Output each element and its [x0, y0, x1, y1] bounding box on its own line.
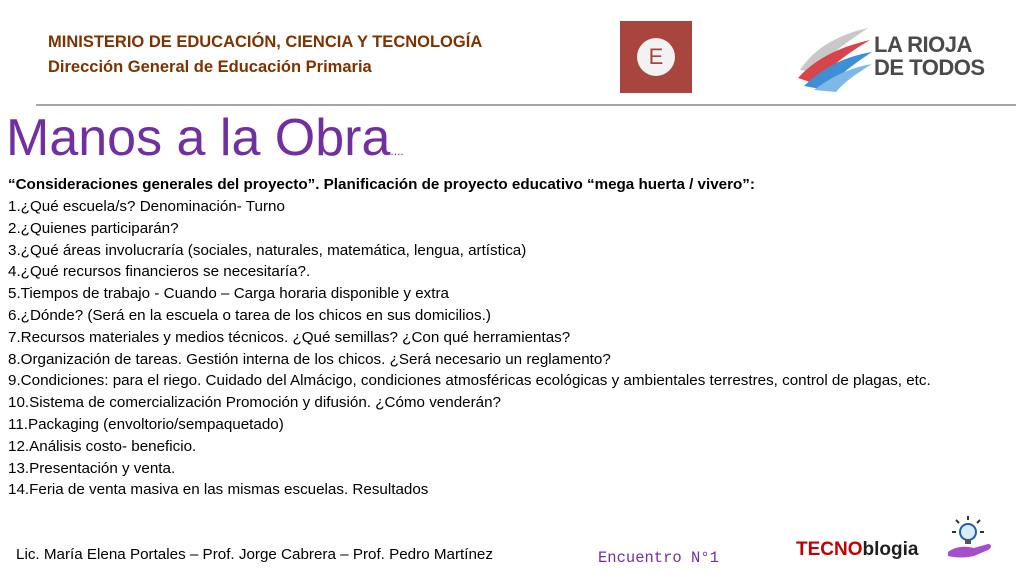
question-list: [8, 196, 998, 501]
list-item: 14.Feria de venta masiva en las mismas escuelas. Resultados: [8, 481, 429, 499]
title-text: Manos a la Obra: [6, 109, 391, 167]
lightbulb-hand-icon: [944, 510, 994, 560]
slide-intro: “Consideraciones generales del proyecto”. Planificación de proyecto educativo “mega huerta / vivero”:: [8, 176, 755, 193]
badge-letter: E: [637, 38, 675, 76]
title-suffix: ....: [390, 144, 404, 158]
meeting-label: Encuentro N°1: [598, 549, 719, 567]
level-badge: [620, 21, 692, 93]
logo-wordmark: [874, 33, 985, 79]
flag-swoosh-icon: [796, 26, 876, 92]
logo-line-2: DE TODOS: [874, 55, 985, 80]
slide-title: [6, 106, 404, 183]
logo-line-1: LA RIOJA: [874, 32, 972, 57]
list-item: 3.¿Qué áreas involucraría (sociales, naturales, matemática, lengua, artística): [8, 241, 527, 259]
list-item: 9.Condiciones: para el riego. Cuidado del Almácigo, condiciones atmosféricas ecológicas y ambientales terrestres, control de plagas, etc.: [8, 372, 931, 390]
list-item: 6.¿Dónde? (Será en la escuela o tarea de los chicos en sus domicilios.): [8, 306, 491, 324]
list-item: 13.Presentación y venta.: [8, 459, 176, 477]
list-item: 7.Recursos materiales y medios técnicos. ¿Qué semillas? ¿Con qué herramientas?: [8, 328, 571, 346]
la-rioja-logo: [796, 26, 986, 92]
footer-authors: Lic. María Elena Portales – Prof. Jorge Cabrera – Prof. Pedro Martínez: [16, 546, 493, 563]
tecnoblogia-logo: [796, 537, 918, 563]
list-item: 2.¿Quienes participarán?: [8, 219, 179, 237]
list-item: 12.Análisis costo- beneficio.: [8, 437, 197, 455]
brand-tecno: TECNO: [796, 539, 863, 560]
list-item: 11.Packaging (envoltorio/sempaquetado): [8, 415, 284, 433]
list-item: 1.¿Qué escuela/s? Denominación- Turno: [8, 198, 285, 215]
ministry-heading: MINISTERIO DE EDUCACIÓN, CIENCIA Y TECNOLOGÍA: [48, 33, 483, 51]
direction-subheading: Dirección General de Educación Primaria: [48, 58, 372, 76]
brand-blogia: blogia: [862, 539, 919, 560]
list-item: 10.Sistema de comercialización Promoción y difusión. ¿Cómo venderán?: [8, 394, 501, 412]
list-item: 5.Tiempos de trabajo - Cuando – Carga horaria disponible y extra: [8, 285, 449, 303]
list-item: 4.¿Qué recursos financieros se necesitaría?.: [8, 263, 311, 281]
list-item: 8.Organización de tareas. Gestión interna de los chicos. ¿Será necesario un reglamento?: [8, 350, 611, 368]
